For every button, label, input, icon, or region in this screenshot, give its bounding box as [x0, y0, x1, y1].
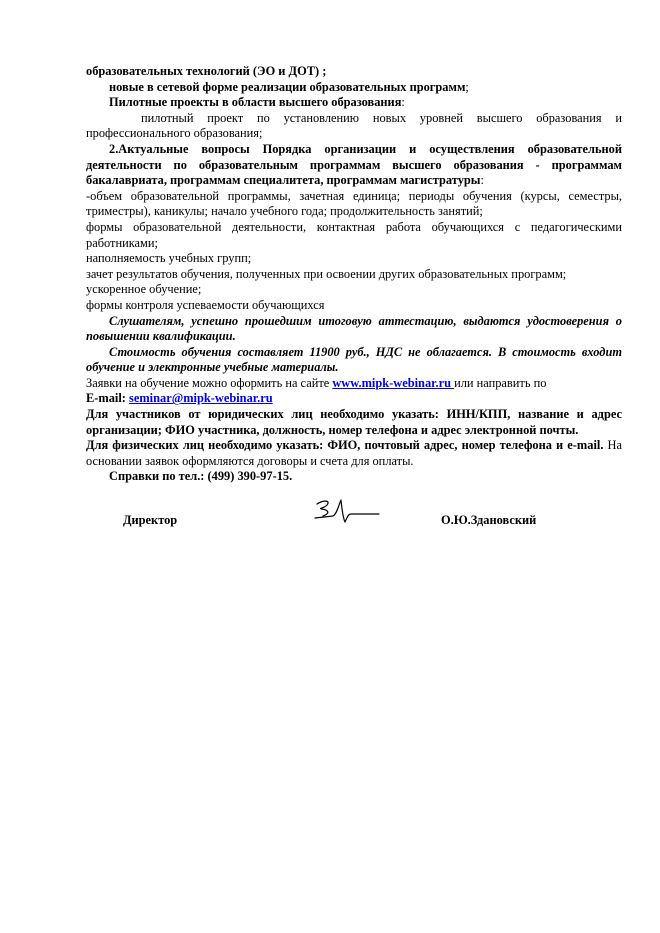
- applications-post: или направить по: [454, 375, 547, 390]
- director-name: О.Ю.Здановский: [441, 513, 537, 527]
- line-group-size: наполняемость учебных групп;: [86, 251, 252, 266]
- individuals-bold: Для физических лиц необходимо указать: ФИО, почтовый адрес, номер телефона и e-mail.: [86, 438, 604, 453]
- line-topic-2-tail: :: [480, 173, 484, 188]
- line-network-form: [86, 80, 622, 96]
- line-email: [86, 391, 622, 407]
- email-label: E-mail:: [86, 391, 130, 406]
- line-pilot-projects-tail: :: [401, 95, 405, 110]
- line-forms-activity: формы образовательной деятельности, контактная работа обучающихся с педагогическими работниками;: [86, 219, 622, 250]
- director-label: Директор: [123, 513, 178, 527]
- document-body: [86, 64, 622, 485]
- line-credit-transfer: зачет результатов обучения, полученных при освоении других образовательных программ;: [86, 266, 567, 281]
- line-accelerated: ускоренное обучение;: [86, 282, 202, 297]
- line-applications: [86, 376, 622, 392]
- line-topic-2-text: 2.Актуальные вопросы Порядка организации и осуществления образовательной деятельности по образовательным программам высшего образования - программам бакалавриата, программам специалитета, программам магистратуры: [86, 141, 622, 188]
- line-topic-2: [86, 142, 622, 189]
- line-legal-entities: Для участников от юридических лиц необходимо указать: ИНН/КПП, название и адрес организации; ФИО участника, должность, номер телефона и адрес электронной почты.: [86, 407, 622, 437]
- line-pilot-projects-text: Пилотные проекты в области высшего образования: [109, 95, 402, 110]
- line-program-volume: -объем образовательной программы, зачетная единица; периоды обучения (курсы, семестры, триместры), каникулы; начало учебного года; продолжительность занятий;: [86, 188, 622, 219]
- applications-pre: Заявки на обучение можно оформить на сайте: [86, 375, 333, 390]
- line-control-forms: формы контроля успеваемости обучающихся: [86, 297, 325, 312]
- individuals-rest: На основании заявок оформляются договоры и счета для оплаты.: [86, 438, 622, 468]
- line-pilot-project-desc: пилотный проект по установлению новых уровней высшего образования и профессионального образования;: [86, 110, 622, 141]
- line-certificates: Слушателям, успешно прошедшим итоговую аттестацию, выдаются удостоверения о повышении квалификации.: [86, 313, 622, 344]
- website-link[interactable]: www.mipk-webinar.ru: [332, 375, 455, 390]
- line-technologies: образовательных технологий (ЭО и ДОТ) ;: [86, 64, 327, 78]
- line-pilot-projects: [86, 95, 622, 111]
- handwritten-signature: [313, 492, 383, 526]
- email-link[interactable]: seminar@mipk-webinar.ru: [129, 391, 273, 406]
- line-cost: Стоимость обучения составляет 11900 руб., НДС не облагается. В стоимость входит обучение и электронные учебные материалы.: [86, 344, 622, 375]
- line-network-form-text: новые в сетевой форме реализации образовательных программ: [109, 79, 466, 94]
- line-phone: Справки по тел.: (499) 390-97-15.: [109, 469, 293, 484]
- line-individuals: [86, 438, 622, 469]
- line-network-form-tail: ;: [465, 79, 469, 94]
